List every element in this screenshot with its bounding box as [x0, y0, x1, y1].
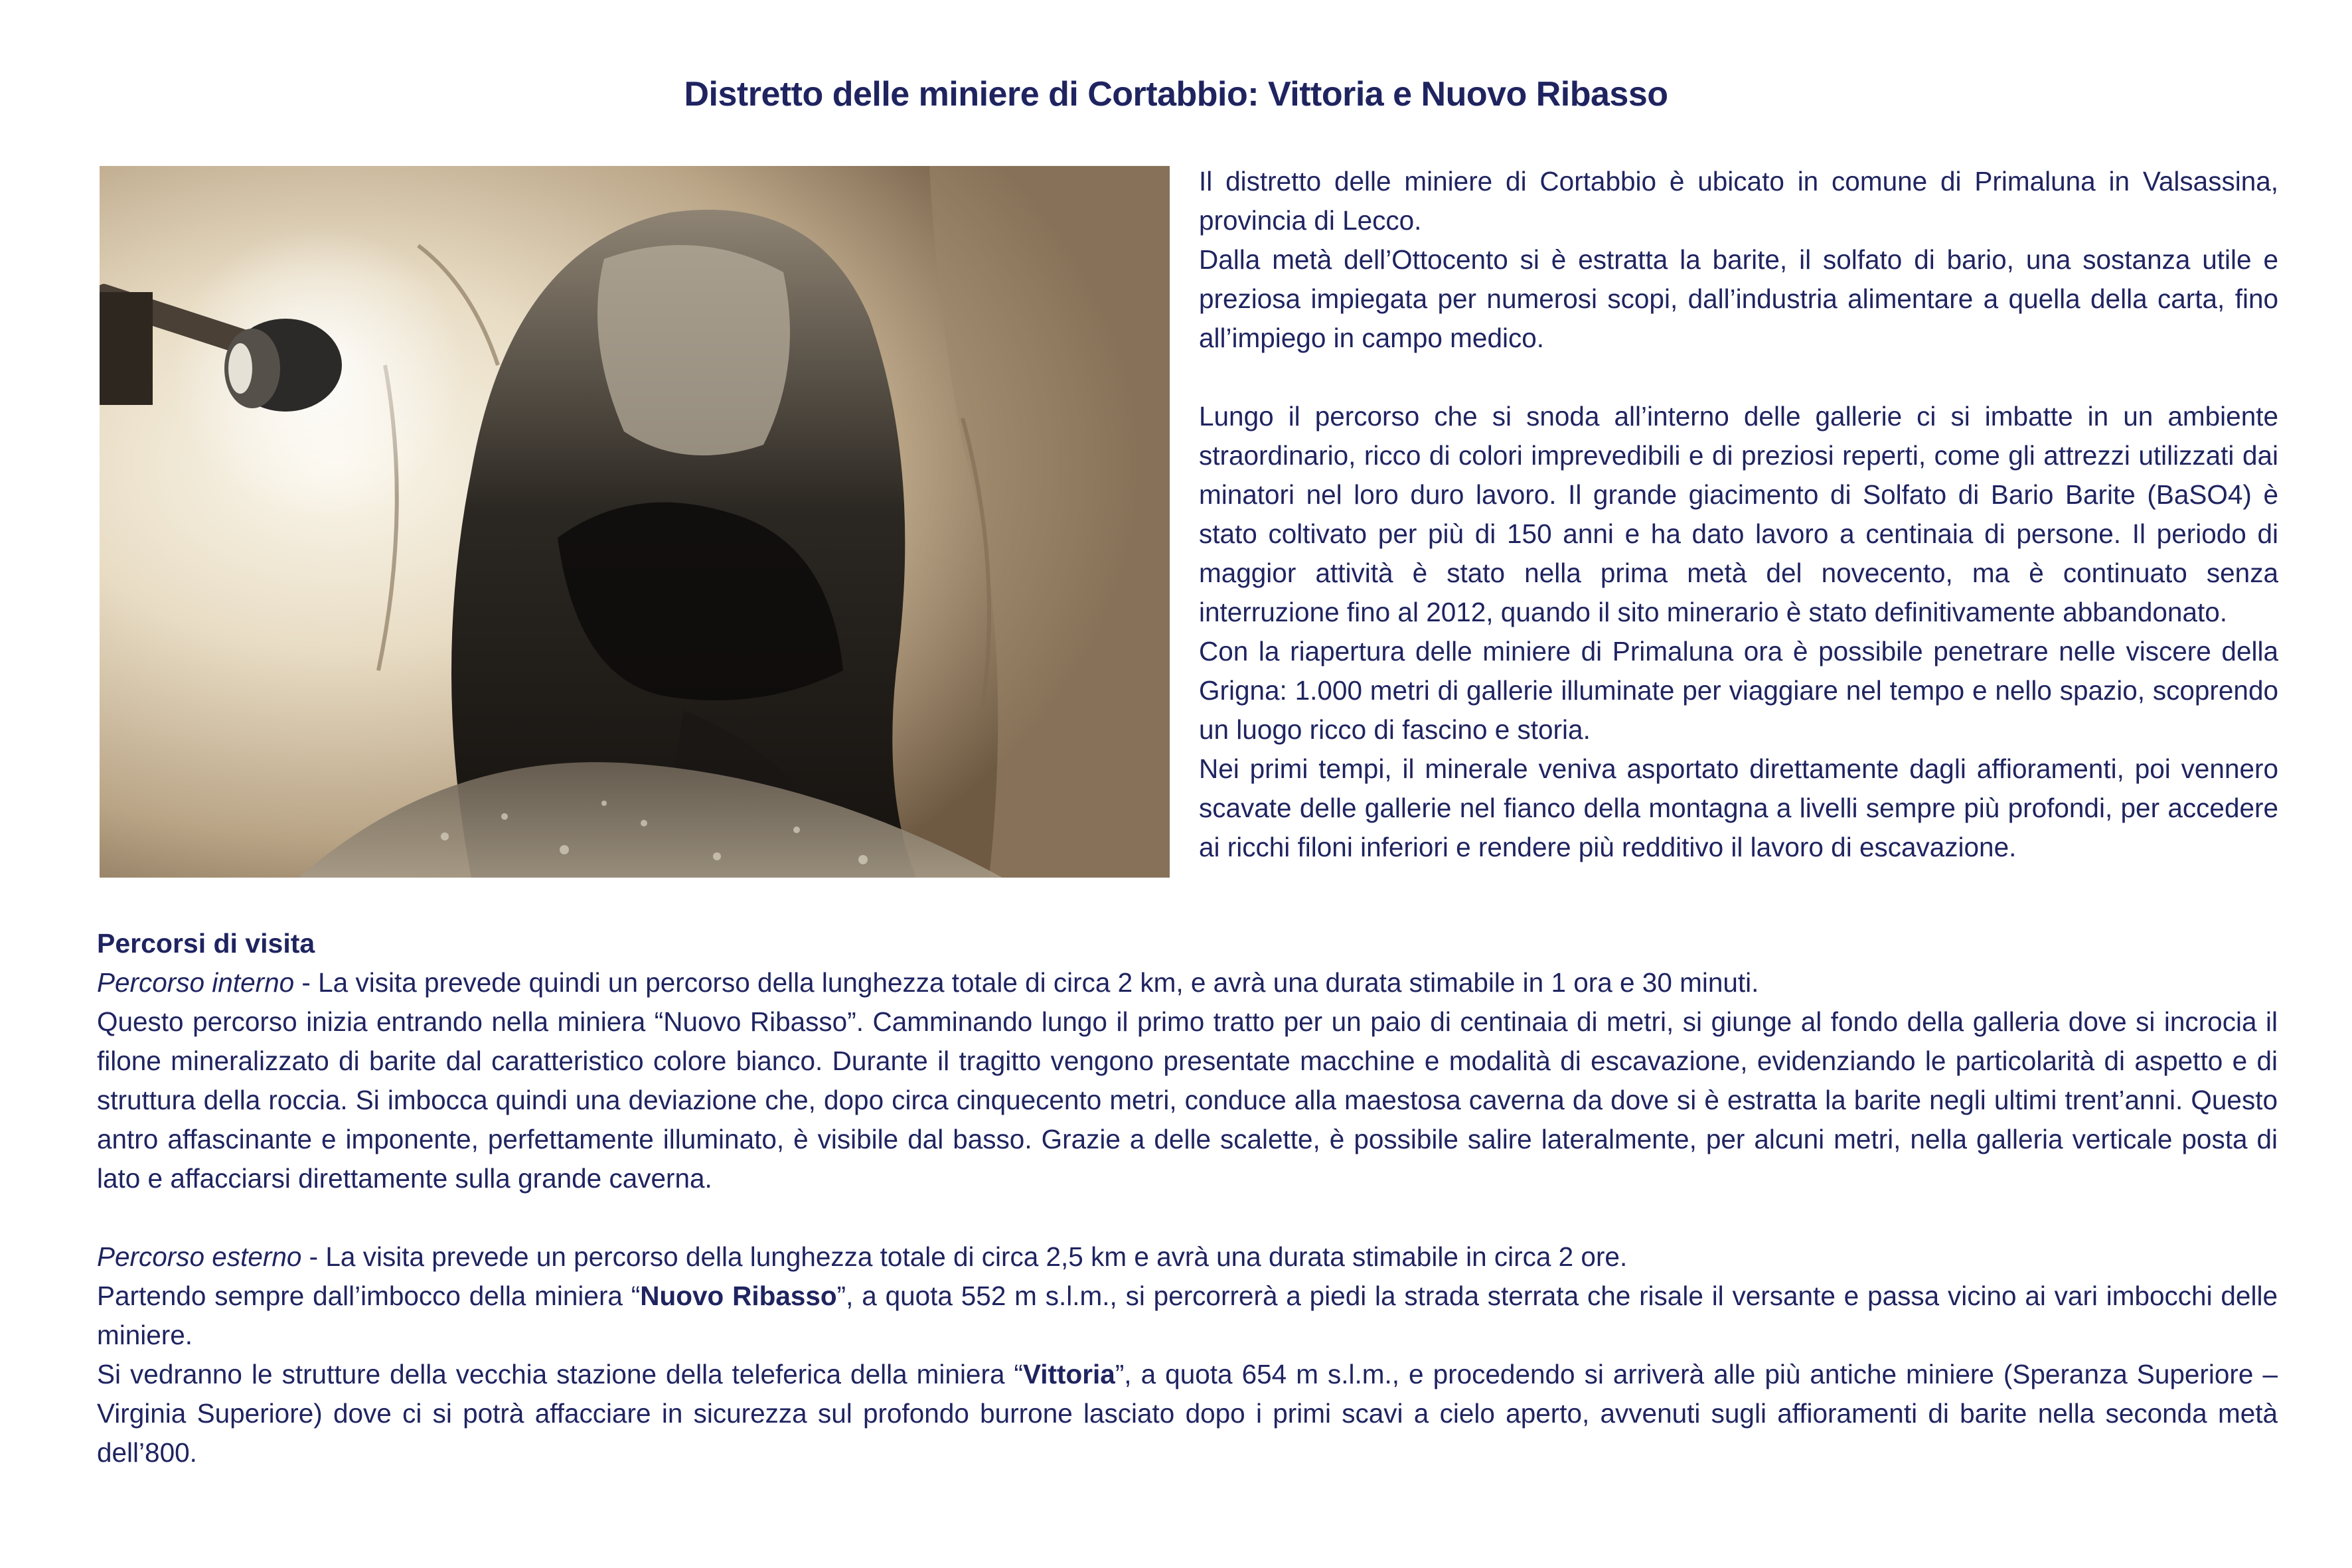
external-route-label: Percorso esterno — [97, 1241, 302, 1272]
intro-paragraph-reopening: Con la riapertura delle miniere di Primaluna ora è possibile penetrare nelle viscere della Grigna: 1.000 metri di gallerie illuminate per viaggiare nel tempo e nello spazio, scoprendo un luogo ricco di fascino e storia. — [1199, 636, 2278, 745]
external-route-summary: - La visita prevede un percorso della lunghezza totale di circa 2,5 km e avrà una durata stimabile in circa 2 ore. — [301, 1241, 1628, 1272]
external-route-start — [97, 1277, 2278, 1355]
internal-route-lead — [97, 963, 2278, 1002]
intro-text — [1199, 162, 2278, 867]
external-route-lead — [97, 1237, 2278, 1277]
page-title: Distretto delle miniere di Cortabbio: Vittoria e Nuovo Ribasso — [684, 75, 1668, 114]
section-heading: Percorsi di visita — [97, 928, 315, 959]
mine-name-nuovo-ribasso: Nuovo Ribasso — [640, 1281, 837, 1311]
intro-paragraph-route: Lungo il percorso che si snoda all’interno delle gallerie ci si imbatte in un ambiente straordinario, ricco di colori imprevedibili e di preziosi reperti, come gli attrezzi utilizzati dai minatori nel loro duro lavoro. Il grande giacimento di Solfato di Bario Barite (BaSO4) è stato coltivato per più di 150 anni e ha dato lavoro a centinaia di persone. Il periodo di maggior attività è stato nella prima metà del novecento, ma è continuato senza interruzione fino al 2012, quando il sito minerario è stato definitivamente abbandonato. — [1199, 401, 2278, 627]
mine-tunnel-photo — [100, 166, 1170, 878]
intro-paragraph-early-times: Nei primi tempi, il minerale veniva asportato direttamente dagli affioramenti, poi vennero scavate delle gallerie nel fianco della montagna a livelli sempre più profondi, per accedere ai ricchi filoni inferiori e rendere più redditivo il lavoro di escavazione. — [1199, 753, 2278, 862]
internal-route-description: Questo percorso inizia entrando nella miniera “Nuovo Ribasso”. Camminando lungo il primo tratto per un paio di centinaia di metri, si giunge al fondo della galleria dove si incrocia il filone mineralizzato di barite dal caratteristico colore bianco. Durante il tragitto vengono presentate macchine e modalità di escavazione, evidenziando le particolarità di aspetto e di struttura della roccia. Si imbocca quindi una deviazione che, dopo circa cinquecento metri, conduce alla maestosa caverna da dove si è estratta la barite negli ultimi trent’anni. Questo antro affascinante e imponente, perfettamente illuminato, è visibile dal basso. Grazie a delle scalette, è possibile salire lateralmente, per alcuni metri, nella galleria verticale posta di lato e affacciarsi direttamente sulla grande caverna. — [97, 1006, 2278, 1194]
intro-paragraph-location: Il distretto delle miniere di Cortabbio è ubicato in comune di Primaluna in Valsassina, provincia di Lecco. — [1199, 166, 2278, 236]
external-route-start-post: ”, a quota 552 m s.l.m., si percorrerà a piedi la strada sterrata che risale il versante e passa vicino ai vari imbocchi delle miniere. — [97, 1281, 2278, 1350]
internal-route-summary: - La visita prevede quindi un percorso della lunghezza totale di circa 2 km, e avrà una durata stimabile in 1 ora e 30 minuti. — [294, 967, 1759, 998]
visit-routes-section — [97, 924, 2278, 1472]
external-route-sights — [97, 1355, 2278, 1472]
mine-name-vittoria: Vittoria — [1023, 1359, 1115, 1389]
external-route-start-pre: Partendo sempre dall’imbocco della miniera “ — [97, 1281, 641, 1311]
external-route-sights-pre: Si vedranno le strutture della vecchia stazione della teleferica della miniera “ — [97, 1359, 1024, 1389]
external-route-sights-post: ”, a quota 654 m s.l.m., e procedendo si arriverà alle più antiche miniere (Speranza Superiore – Virginia Superiore) dove ci si potrà affacciare in sicurezza sul profondo burrone lasciato dopo i primi scavi a cielo aperto, avvenuti sugli affioramenti di barite nella seconda metà dell’800. — [97, 1359, 2278, 1468]
intro-paragraph-history: Dalla metà dell’Ottocento si è estratta la barite, il solfato di bario, una sostanza utile e preziosa impiegata per numerosi scopi, dall’industria alimentare a quella della carta, fino all’impiego in campo medico. — [1199, 244, 2278, 353]
internal-route-label: Percorso interno — [97, 967, 295, 998]
